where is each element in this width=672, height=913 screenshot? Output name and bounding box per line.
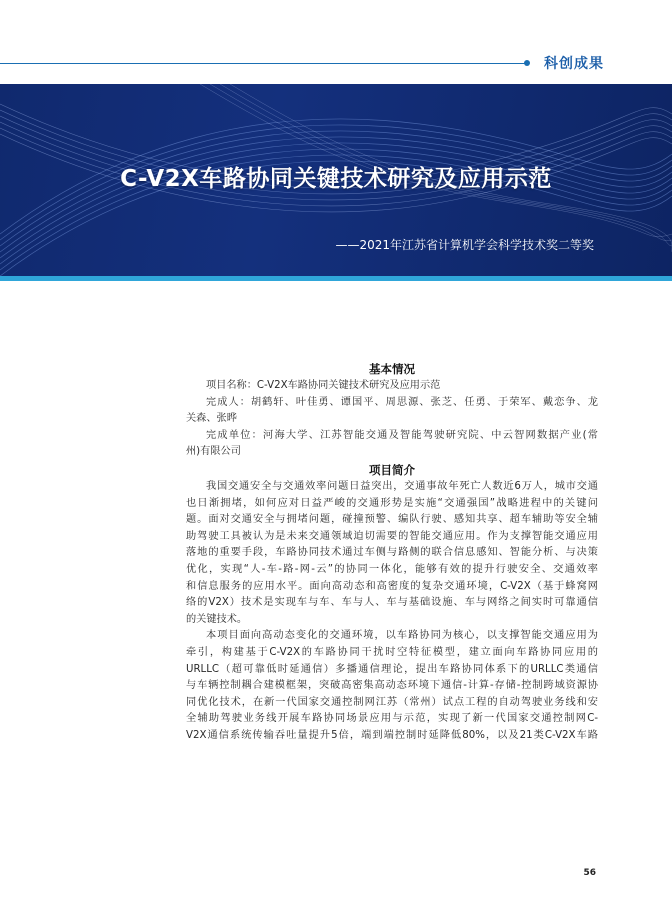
- paragraph-line: 的关键技术。: [186, 613, 248, 625]
- contributors-line-1: 完成人：胡鹤轩、叶佳勇、谭国平、周思源、张芝、任勇、于荣军、戴恋争、龙: [206, 396, 598, 408]
- paragraph-line: 落地的重要手段，车路协同技术通过车侧与路侧的联合信息感知、智能分析、与决策: [186, 547, 598, 559]
- article-body: [186, 360, 598, 744]
- paragraph-line: 牵引，构建基于C-V2X的车路协同干扰时空特征模型，建立面向车路协同应用的: [186, 646, 598, 658]
- paragraph-line: 也日渐拥堵，如何应对日益严峻的交通形势是实施“交通强国”战略进程中的关键问: [186, 497, 598, 509]
- heading-intro: 项目简介: [369, 462, 415, 477]
- page-number: 56: [583, 868, 596, 878]
- paragraph-line: URLLC（超可靠低时延通信）多播通信理论，提出车路协同体系下的URLLC类通信: [186, 663, 598, 675]
- paragraph-line: 同优化技术，在新一代国家交通控制网江苏（常州）试点工程的自动驾驶业务线和安: [186, 696, 598, 708]
- paragraph-line: 题。面对交通安全与拥堵问题，碰撞预警、编队行驶、感知共享、超车辅助等安全辅: [186, 514, 598, 526]
- paragraph-line: 与车辆控制耦合建模框架，突破高密集高动态环境下通信-计算-存储-控制跨域资源协: [186, 680, 598, 692]
- paragraph-line: 优化，实现“人-车-路-网-云”的协同一体化，能够有效的提升行驶安全、交通效率: [186, 563, 598, 575]
- header-rule-dot: [524, 60, 530, 66]
- paragraph-line: 络的V2X）技术是实现车与车、车与人、车与基础设施、车与网络之间实时可靠通信: [186, 597, 598, 609]
- header-rule: [0, 63, 528, 64]
- contributors-line-2: 关森、张晔: [186, 413, 237, 425]
- paragraph-line: V2X通信系统传输吞吐量提升5倍，端到端控制时延降低80%，以及21类C-V2X车路: [186, 729, 598, 741]
- paragraph-line: 全辅助驾驶业务线开展车路协同场景应用与示范，实现了新一代国家交通控制网C-: [186, 713, 598, 725]
- page-title: C-V2X车路协同关键技术研究及应用示范: [120, 166, 552, 192]
- award-subtitle: ——2021年江苏省计算机学会科学技术奖二等奖: [335, 238, 594, 252]
- units-line-1: 完成单位：河海大学、江苏智能交通及智能驾驶研究院、中云智网数据产业(常: [206, 429, 598, 441]
- paragraph-line: 我国交通安全与交通效率问题日益突出，交通事故年死亡人数近6万人，城市交通: [206, 480, 598, 492]
- intro-paragraph-1: [186, 479, 598, 628]
- banner-stripe: [0, 276, 672, 281]
- project-name-line: 项目名称：C-V2X车路协同关键技术研究及应用示范: [206, 380, 441, 391]
- paragraph-line: 助驾驶工具被认为是未来交通领域迫切需要的智能交通应用。作为支撑智能交通应用: [186, 530, 598, 542]
- section-tag: 科创成果: [544, 56, 604, 72]
- intro-paragraph-2: [186, 628, 598, 744]
- paragraph-line: 本项目面向高动态变化的交通环境，以车路协同为核心，以支撑智能交通应用为: [206, 630, 598, 642]
- heading-basic-info: 基本情况: [369, 362, 415, 376]
- paragraph-line: 和信息服务的应用水平。面向高动态和高密度的复杂交通环境，C-V2X（基于蜂窝网: [186, 580, 598, 592]
- units-line-2: 州)有限公司: [186, 446, 241, 458]
